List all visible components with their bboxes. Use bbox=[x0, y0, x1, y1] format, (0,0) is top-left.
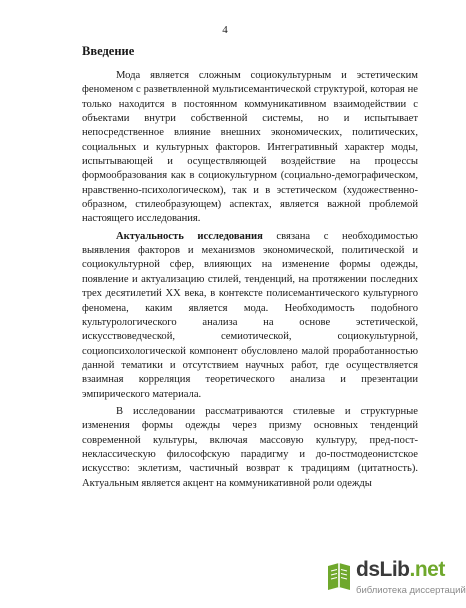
paragraph-text: связана с необходимостью выявления факторов и механизмов экономической, политической и социокультурной сфер, влияющих на изменение формы одежды, появление и актуализацию стилей, тенденций, на протяжении последних трех десятилетий XX века, в контексте полисемантического культурного феномена, каким является мода. Необходимость подобного культурологического анализа на основе эстетической, искусствоведческой, семиотической, социокультурной, социопсихологической компонент обусловлено малой проработанностью данной тематики и отсутствием научных работ, где осуществляется взаимная корреляция теоретического анализа и презентации эмпирического материала. bbox=[82, 230, 418, 400]
watermark-brand-main: dsLib bbox=[356, 558, 410, 581]
watermark-brand-tld: .net bbox=[409, 558, 445, 581]
paragraph-lead: Актуальность исследования bbox=[116, 230, 263, 242]
section-heading: Введение bbox=[82, 44, 135, 58]
paragraph bbox=[82, 69, 418, 227]
page-number: 4 bbox=[222, 24, 228, 36]
paragraph bbox=[82, 230, 418, 402]
watermark-brand bbox=[356, 558, 445, 582]
paragraph-text: Мода является сложным социокультурным и эстетическим феноменом с разветвленной мультисемантической структурой, которая не только находится в постоянном коммуникативном взаимодействии с объектами внутри собственной системы, но и испытывает непосредственное влияние внешних экономических, политических, социальных и культурных факторов. Интегративный характер моды, испытывающей и осуществляющей воздействие на процессы формообразования как в социокультурном (социально-демографическом, нравственно-психологическом), так и в эстетическом (художественно-образном, стилеобразующем) аспектах, является важной проблемой настоящего исследования. bbox=[82, 70, 418, 225]
dslib-watermark[interactable] bbox=[324, 558, 466, 602]
watermark-tagline: библиотека диссертаций bbox=[356, 585, 466, 596]
book-icon bbox=[324, 560, 354, 594]
body-text bbox=[82, 69, 418, 491]
paragraph bbox=[82, 405, 418, 491]
paragraph-text: В исследовании рассматриваются стилевые и структурные изменения формы одежды через призму основных тенденций современной культуры, включая массовую культуру, пред-пост-неклассическую философскую парадигму и до-постмодеонистское искусство: эклетизм, частичный возврат к традициям (цитатность). Актуальным является акцент на коммуникативной роли одежды bbox=[82, 405, 418, 489]
